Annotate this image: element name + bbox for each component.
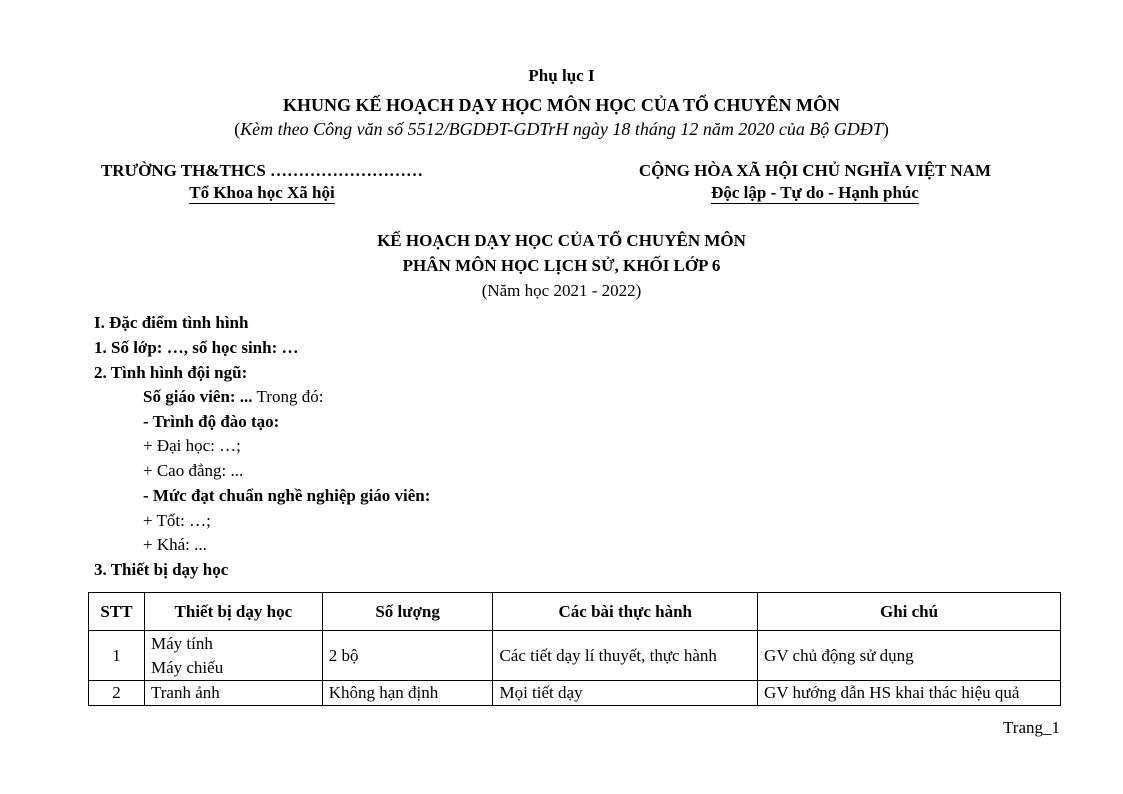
standard-good: + Tốt: …; xyxy=(143,511,211,530)
school-block xyxy=(97,160,427,204)
framework-title: KHUNG KẾ HOẠCH DẠY HỌC MÔN HỌC CỦA TỔ CHUYÊN MÔN xyxy=(282,95,840,115)
page-number: Trang_1 xyxy=(1003,718,1060,737)
cell-lessons: Mọi tiết dạy xyxy=(493,681,758,706)
cell-device: Tranh ảnh xyxy=(144,681,322,706)
plan-subtitle: PHÂN MÔN HỌC LỊCH SỬ, KHỐI LỚP 6 xyxy=(402,256,721,275)
national-motto: Độc lập - Tự do - Hạnh phúc xyxy=(711,183,919,202)
standard-fair: + Khá: ... xyxy=(143,535,207,554)
cell-note: GV hướng dẫn HS khai thác hiệu quả xyxy=(758,681,1061,706)
cell-device: Máy tính Máy chiếu xyxy=(144,631,322,681)
equipment-table xyxy=(88,592,1061,706)
training-university: + Đại học: …; xyxy=(143,436,241,455)
teacher-count: Số giáo viên: ... Trong đó: xyxy=(143,387,324,406)
cell-quantity: 2 bộ xyxy=(322,631,493,681)
header-note: Ghi chú xyxy=(758,593,1061,631)
cell-note: GV chủ động sử dụng xyxy=(758,631,1061,681)
plan-title: KẾ HOẠCH DẠY HỌC CỦA TỔ CHUYÊN MÔN xyxy=(377,231,746,250)
cell-quantity: Không hạn định xyxy=(322,681,493,706)
attached-note: (Kèm theo Công văn số 5512/BGDĐT-GDTrH ngày 18 tháng 12 năm 2020 của Bộ GDĐT) xyxy=(234,119,889,139)
department-name: Tổ Khoa học Xã hội xyxy=(189,183,335,202)
table-row xyxy=(89,681,1061,706)
national-block xyxy=(620,160,1010,204)
staff-heading: 2. Tình hình đội ngũ: xyxy=(94,363,248,382)
school-year: (Năm học 2021 - 2022) xyxy=(481,281,642,300)
equipment-heading: 3. Thiết bị dạy học xyxy=(94,560,229,579)
section-heading: I. Đặc điểm tình hình xyxy=(94,313,249,332)
school-name: TRƯỜNG TH&THCS ……………………… xyxy=(100,161,424,180)
header-device: Thiết bị dạy học xyxy=(144,593,322,631)
training-college: + Cao đẳng: ... xyxy=(143,461,244,480)
cell-stt: 2 xyxy=(89,681,145,706)
cell-lessons: Các tiết dạy lí thuyết, thực hành xyxy=(493,631,758,681)
class-count: 1. Số lớp: …, số học sinh: … xyxy=(94,338,299,357)
country-name: CỘNG HÒA XÃ HỘI CHỦ NGHĨA VIỆT NAM xyxy=(638,161,992,180)
header-stt: STT xyxy=(89,593,145,631)
header-lessons: Các bài thực hành xyxy=(493,593,758,631)
table-row xyxy=(89,631,1061,681)
cell-stt: 1 xyxy=(89,631,145,681)
training-heading: - Trình độ đào tạo: xyxy=(143,412,280,431)
standard-heading: - Mức đạt chuẩn nghề nghiệp giáo viên: xyxy=(143,486,431,505)
table-header-row xyxy=(89,593,1061,631)
header-quantity: Số lượng xyxy=(322,593,493,631)
appendix-label: Phụ lục I xyxy=(528,66,595,85)
